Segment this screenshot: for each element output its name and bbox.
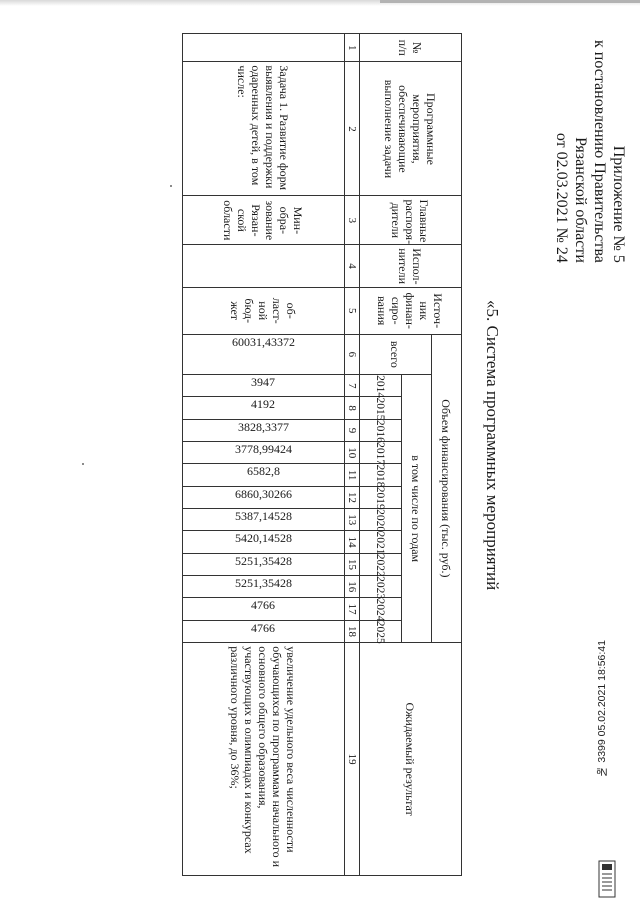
column-number: 7 <box>345 375 360 397</box>
column-number: 16 <box>345 576 360 598</box>
year-value: 5387,14528 <box>235 509 292 524</box>
year-value: 3828,3377 <box>238 419 289 434</box>
row-executor <box>183 245 345 288</box>
year-header: 2014 <box>360 375 402 397</box>
stamp-text: № 3399 05.02.2021 18:56:41 <box>596 640 608 778</box>
year-value-cell <box>183 531 345 553</box>
year-header: 2024 <box>360 598 402 620</box>
year-value: 4766 <box>251 598 276 613</box>
year-value: 6860,30266 <box>235 486 292 501</box>
year-value-cell <box>183 576 345 598</box>
column-number: 11 <box>345 464 360 486</box>
row-manager: Мин-обра-зование Рязан-ской области <box>183 196 345 245</box>
registration-stamp <box>596 640 620 870</box>
year-value-cell <box>183 553 345 575</box>
row-result: увеличение удельного веса численности обучающихся по программам начального и основного общего образования, участвующих в олимпиадах и конкурсах различного уровня, до 36%; <box>183 643 345 876</box>
column-number: 10 <box>345 442 360 464</box>
header-executors: Испол-нители <box>360 245 462 288</box>
year-header: 2022 <box>360 553 402 575</box>
column-number: 12 <box>345 486 360 508</box>
appendix-block <box>552 40 628 263</box>
scan-speck <box>82 463 84 465</box>
row-num <box>183 34 345 62</box>
table-row <box>183 34 345 876</box>
year-header: 2025 <box>360 620 402 642</box>
row-total-cell <box>183 334 345 375</box>
year-header: 2021 <box>360 531 402 553</box>
appendix-line-1: Приложение № 5 <box>610 145 627 263</box>
year-value-cell <box>183 620 345 642</box>
year-value: 6582,8 <box>247 464 280 479</box>
year-value: 5251,35428 <box>235 553 292 568</box>
row-total: 60031,43372 <box>232 334 295 349</box>
year-header: 2018 <box>360 464 402 486</box>
year-value: 3778,99424 <box>235 442 292 457</box>
year-value: 4766 <box>251 620 276 635</box>
appendix-line-4: от 02.03.2021 № 24 <box>553 132 570 263</box>
header-by-years: в том числе по годам <box>402 375 432 643</box>
year-header: 2015 <box>360 397 402 419</box>
column-number: 4 <box>345 245 360 288</box>
year-value: 3947 <box>251 375 276 390</box>
year-header: 2017 <box>360 442 402 464</box>
column-number: 13 <box>345 509 360 531</box>
column-number: 9 <box>345 419 360 441</box>
year-value-cell <box>183 509 345 531</box>
row-measure: Задача 1. Развитие форм выявления и поддержки одаренных детей, в том числе: <box>183 62 345 196</box>
year-value-cell <box>183 486 345 508</box>
year-header: 2016 <box>360 419 402 441</box>
column-number: 18 <box>345 620 360 642</box>
section-title: «5. Система программных мероприятий <box>483 300 502 591</box>
year-value-cell <box>183 419 345 441</box>
year-value-cell <box>183 464 345 486</box>
header-funding: Объем финансирования (тыс. руб.) <box>432 334 462 643</box>
year-value-cell <box>183 375 345 397</box>
year-header: 2023 <box>360 576 402 598</box>
appendix-line-3: Рязанской области <box>572 137 589 263</box>
scan-speck <box>170 185 172 187</box>
column-number-row <box>345 34 360 876</box>
column-number: 8 <box>345 397 360 419</box>
column-number: 14 <box>345 531 360 553</box>
year-header: 2020 <box>360 509 402 531</box>
appendix-line-2: к постановлению Правительства <box>591 40 608 263</box>
year-header: 2019 <box>360 486 402 508</box>
program-measures-table <box>182 33 462 876</box>
column-number: 1 <box>345 34 360 62</box>
year-value: 5251,35428 <box>235 576 292 591</box>
column-number: 6 <box>345 334 360 375</box>
year-value-cell <box>183 397 345 419</box>
header-result: Ожидаемый результат <box>360 643 462 876</box>
column-number: 19 <box>345 643 360 876</box>
header-managers: Главные распоря-дители <box>360 196 462 245</box>
year-value-cell <box>183 442 345 464</box>
column-number: 15 <box>345 553 360 575</box>
column-number: 2 <box>345 62 360 196</box>
year-value: 5420,14528 <box>235 531 292 546</box>
header-total: всего <box>360 334 432 375</box>
column-number: 5 <box>345 287 360 334</box>
header-num: № п/п <box>360 34 462 62</box>
row-source: об-ласт-ной бюд-жет <box>183 287 345 334</box>
year-value: 4192 <box>251 397 276 412</box>
column-number: 3 <box>345 196 360 245</box>
registry-logo-icon <box>598 860 616 898</box>
column-number: 17 <box>345 598 360 620</box>
year-value-cell <box>183 598 345 620</box>
header-source: Источ-ник финан-сиро-вания <box>360 287 462 334</box>
header-measures: Программные мероприятия, обеспечивающие выполнение задачи <box>360 62 462 196</box>
